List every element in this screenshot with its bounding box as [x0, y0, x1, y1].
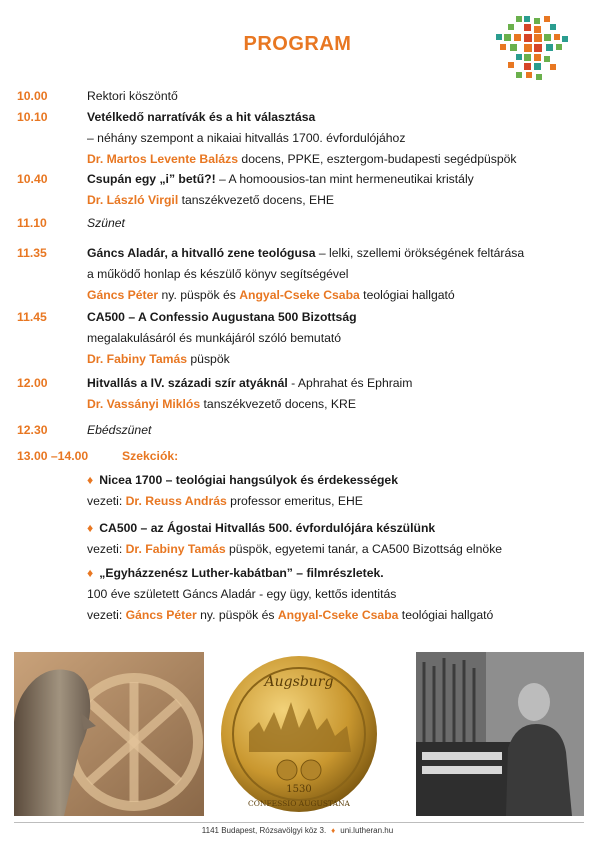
program-time: 10.10 — [17, 110, 48, 124]
program-text: püspök, egyetemi tanár, a CA500 Bizottság elnöke — [225, 542, 503, 556]
program-line — [87, 86, 178, 107]
constantine-statue-photo — [14, 652, 204, 816]
speaker-name: Dr. Fabiny Tamás — [87, 352, 188, 366]
program-text: teológiai hallgató — [398, 608, 494, 622]
talk-title: Gáncs Aladár, a hitvalló zene teológusa — [87, 246, 316, 260]
program-time: 11.45 — [17, 310, 47, 324]
program-time: 10.40 — [17, 172, 48, 186]
speaker-name: Dr. Vassányi Miklós — [87, 397, 201, 411]
bullet-diamond-icon: ♦ — [87, 566, 94, 580]
program-text: vezeti: — [87, 608, 126, 622]
program-time: 12.30 — [17, 423, 48, 437]
program-text: – lelki, szellemi örökségének feltárása — [315, 246, 525, 260]
program-time: 11.35 — [17, 246, 47, 260]
program-line — [87, 539, 502, 560]
talk-title: CA500 – az Ágostai Hitvallás 500. évfordulójára készülünk — [99, 521, 436, 535]
speaker-name: Szekciók: — [122, 449, 179, 463]
speaker-name: Gáncs Péter — [125, 608, 197, 622]
bullet-diamond-icon: ♦ — [87, 521, 94, 535]
program-text: Szünet — [87, 216, 125, 230]
program-line — [87, 128, 405, 149]
augsburg-medal — [219, 652, 379, 816]
university-logo — [494, 16, 570, 82]
program-line — [87, 285, 455, 306]
program-line — [87, 470, 398, 491]
program-line — [87, 420, 151, 441]
program-line — [87, 149, 517, 170]
talk-title: Csupán egy „i” betű?! — [87, 172, 216, 186]
medal-rim-text: CONFESSIO AUGUSTANA — [248, 799, 350, 808]
speaker-name: Dr. Reuss András — [125, 494, 227, 508]
program-text: püspök — [187, 352, 230, 366]
program-line — [87, 563, 384, 584]
footer-separator: ♦ — [331, 826, 336, 835]
talk-title: „Egyházzenész Luther-kabátban” – filmrészletek. — [99, 566, 384, 580]
photo-strip — [14, 652, 584, 816]
program-text: - Aphrahat és Ephraim — [287, 376, 413, 390]
footer — [0, 826, 595, 835]
program-time: 12.00 — [17, 376, 48, 390]
footer-address: 1141 Budapest, Rózsavölgyi köz 3. — [201, 826, 327, 835]
program-line — [87, 373, 412, 394]
program-line — [87, 307, 357, 328]
program-line — [87, 169, 474, 190]
speaker-name: Dr. Martos Levente Balázs — [87, 152, 239, 166]
program-time: 13.00 –14.00 — [17, 449, 89, 463]
talk-title: CA500 – A Confessio Augustana 500 Bizottság — [87, 310, 357, 324]
program-line — [87, 243, 524, 264]
program-text: tanszékvezető docens, KRE — [200, 397, 356, 411]
page-title: PROGRAM — [243, 33, 352, 55]
program-text: teológiai hallgató — [359, 288, 455, 302]
bullet-diamond-icon: ♦ — [87, 473, 94, 487]
talk-title: Hitvallás a IV. századi szír atyáknál — [87, 376, 288, 390]
program-text: Rektori köszöntő — [87, 89, 178, 103]
program-text: vezeti: — [87, 494, 126, 508]
speaker-name: Dr. László Virgil — [87, 193, 179, 207]
speaker-name: Angyal-Cseke Csaba — [277, 608, 399, 622]
program-time: 11.10 — [17, 216, 47, 230]
footer-divider — [14, 822, 584, 823]
program-text: – A homoousios-tan mint hermeneutikai kristály — [215, 172, 474, 186]
program-text: professor emeritus, EHE — [226, 494, 363, 508]
medal-year: 1530 — [286, 784, 312, 795]
program-text: ny. püspök és — [158, 288, 240, 302]
speaker-name: Dr. Fabiny Tamás — [125, 542, 226, 556]
program-line — [87, 190, 334, 211]
program-line — [122, 446, 178, 467]
talk-title: Nicea 1700 – teológiai hangsúlyok és érdekességek — [99, 473, 398, 487]
program-line — [87, 107, 315, 128]
medal-top-text: Augsburg — [264, 674, 334, 690]
speaker-name: Angyal-Cseke Csaba — [239, 288, 360, 302]
program-text: docens, PPKE, esztergom-budapesti segédpüspök — [238, 152, 517, 166]
program-line — [87, 605, 493, 626]
program-line — [87, 394, 356, 415]
program-time: 10.00 — [17, 89, 48, 103]
program-line — [87, 584, 396, 605]
program-text: – néhány szempont a nikaiai hitvallás 1700. évfordulójához — [87, 131, 406, 145]
program-line — [87, 328, 341, 349]
program-text: 100 éve született Gáncs Aladár - egy ügy, kettős identitás — [87, 587, 397, 601]
program-text: a működő honlap és készülő könyv segítségével — [87, 267, 349, 281]
program-line — [87, 264, 349, 285]
talk-title: Vetélkedő narratívák és a hit választása — [87, 110, 316, 124]
program-text: megalakulásáról és munkájáról szóló bemutató — [87, 331, 342, 345]
program-text: Ebédszünet — [87, 423, 152, 437]
footer-website-link[interactable]: uni.lutheran.hu — [340, 826, 394, 835]
program-line — [87, 349, 230, 370]
program-line — [87, 491, 363, 512]
speaker-name: Gáncs Péter — [87, 288, 159, 302]
program-line — [87, 518, 435, 539]
program-text: vezeti: — [87, 542, 126, 556]
organist-photo — [416, 652, 584, 816]
program-text: ny. püspök és — [196, 608, 278, 622]
program-line — [87, 213, 125, 234]
program-text: tanszékvezető docens, EHE — [178, 193, 335, 207]
